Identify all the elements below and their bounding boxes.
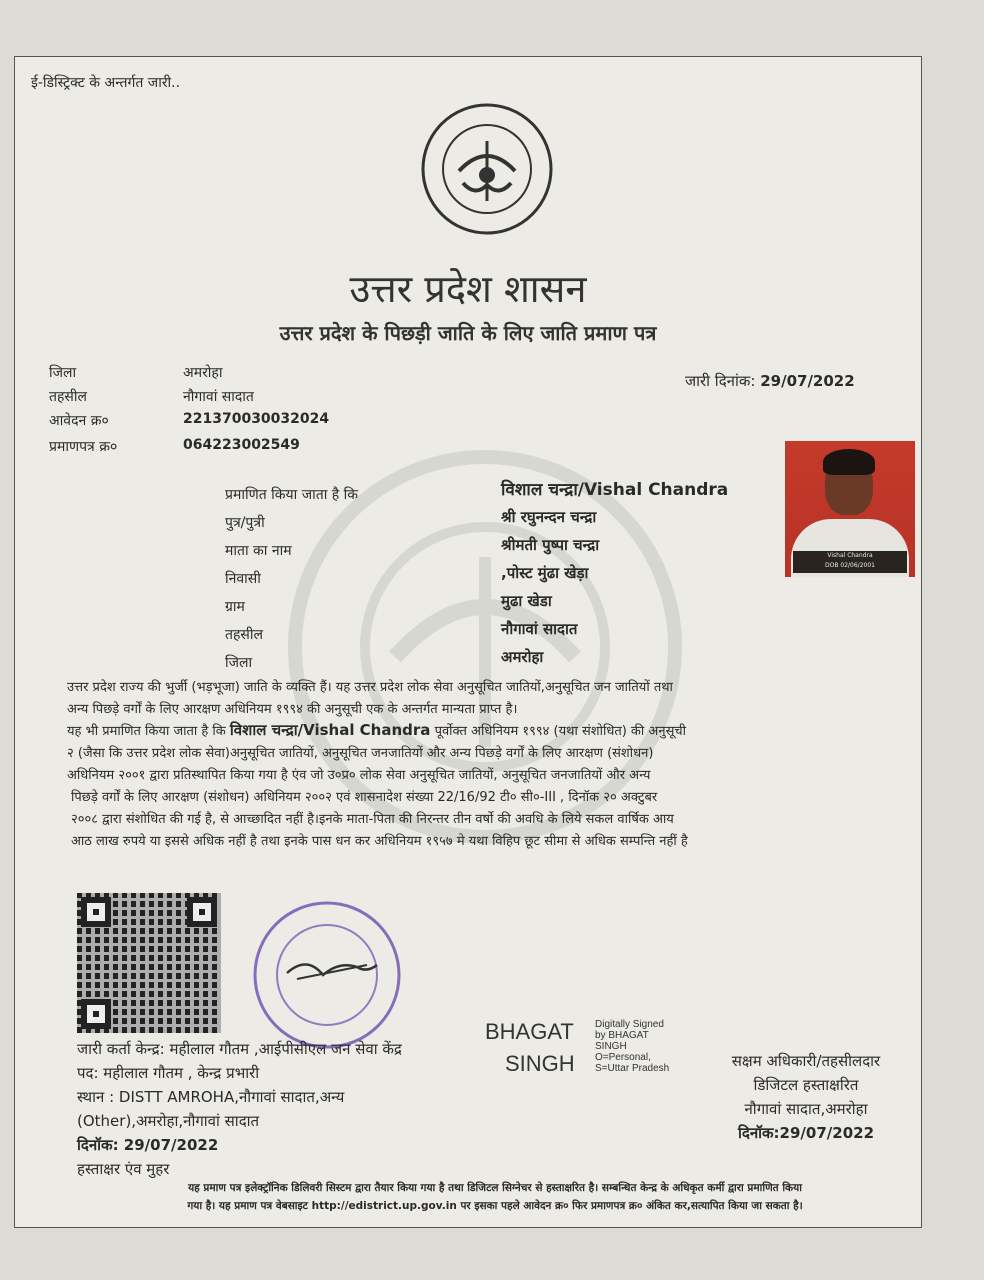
- field-value-father: श्री रघुनन्दन चन्द्रा: [501, 508, 597, 526]
- para-line-7: २००८ द्वारा संशोधित की गई है, से आच्छादित नहीं है।इनके माता-पिता की निरन्तर तीन वर्षो की अवधि के लिये सकल वार्षिक आय: [71, 812, 674, 827]
- qr-finder-bottom-left: [81, 999, 111, 1029]
- authority-title: सक्षम अधिकारी/तहसीलदार: [731, 1052, 881, 1070]
- signer-name-line1: BHAGAT: [485, 1019, 574, 1044]
- para-line-3-name: विशाल चन्द्रा/Vishal Chandra: [229, 721, 431, 739]
- issue-date: [685, 371, 855, 391]
- digital-signature-details: Digitally Signed by BHAGAT SINGH O=Personal, S=Uttar Pradesh: [595, 1019, 670, 1074]
- issuer-designation: पद: महीलाल गौतम , केन्द्र प्रभारी: [77, 1064, 260, 1082]
- field-value-resident: ,पोस्ट मुंढा खेड़ा: [501, 564, 589, 582]
- applicant-photo: [785, 441, 915, 577]
- tehsil-value: नौगावां सादात: [183, 389, 254, 405]
- up-government-emblem: [419, 101, 555, 237]
- district-label: जिला: [49, 365, 77, 381]
- para-line-3c: पूर्वोक्त अधिनियम १९९४ (यथा संशोधित) की अनुसूची: [434, 724, 686, 739]
- certificate-title: उत्तर प्रदेश के पिछड़ी जाति के लिए जाति प्रमाण पत्र: [279, 321, 657, 345]
- qr-finder-top-left: [81, 897, 111, 927]
- photo-hair: [823, 449, 875, 475]
- para-line-5: अधिनियम २००१ द्वारा प्रतिस्थापित किया गया है एंव जो उ०प्र० लोक सेवा अनुसूचित जातियों, अनुसूचित जनजातियों और अन्य: [67, 768, 651, 783]
- field-label-tehsil: तहसील: [225, 627, 263, 643]
- para-line-3a: यह भी प्रमाणित किया जाता है कि: [67, 724, 226, 739]
- footer-note-line1: यह प्रमाण पत्र इलेक्ट्रॉनिक डिलिवरी सिस्टम द्वारा तैयार किया गया है तथा डिजिटल सिग्नेचर से हस्ताक्षरित है। सम्बन्धित केन्द्र के अधिकृत कर्मी द्वारा प्रमाणित किया: [188, 1182, 802, 1194]
- authority-digital-signed: डिजिटल हस्ताक्षरित: [753, 1076, 859, 1094]
- district-value: अमरोहा: [183, 365, 223, 381]
- para-line-1: उत्तर प्रदेश राज्य की भुर्जी (भड़भूजा) जाति के व्यक्ति हैं। यह उत्तर प्रदेश लोक सेवा अनुसूचित जातियों,अनुसूचित जन जातियों तथा: [67, 680, 673, 695]
- field-label-certified: प्रमाणित किया जाता है कि: [225, 487, 359, 503]
- field-value-district: अमरोहा: [501, 648, 544, 666]
- signer-name-line2: SINGH: [505, 1051, 575, 1076]
- authority-place: नौगावां सादात,अमरोहा: [744, 1100, 868, 1118]
- issue-date-label: जारी दिनांक:: [685, 372, 756, 390]
- issuer-place-line1: स्थान : DISTT AMROHA,नौगावां सादात,अन्य: [77, 1088, 345, 1106]
- verification-qr-code[interactable]: [77, 893, 221, 1033]
- para-line-8: आठ लाख रुपये या इससे अधिक नहीं है तथा इनके पास धन कर अधिनियम १९५७ मे यथा विहिप छूट सीमा से अधिक सम्पन्ति नहीं है: [71, 834, 688, 849]
- footer-note-line2: गया है। यह प्रमाण पत्र वेबसाइट http://edistrict.up.gov.in पर इसका पहले आवेदन क्र० फिर प्रमाणपत्र क्र० अंकित कर,सत्यापित किया जा सकता है।: [187, 1200, 803, 1212]
- issuer-place-line2: (Other),अमरोहा,नौगावां सादात: [77, 1112, 260, 1130]
- para-line-3: [67, 719, 917, 743]
- issue-date-value: 29/07/2022: [760, 372, 855, 390]
- issuer-date: दिनॉक: 29/07/2022: [77, 1136, 219, 1154]
- application-no-value: 221370030032024: [183, 411, 330, 427]
- government-title: उत्तर प्रदेश शासन: [349, 267, 587, 311]
- field-label-village: ग्राम: [225, 599, 245, 615]
- para-line-4: २ (जैसा कि उत्तर प्रदेश लोक सेवा)अनुसूचित जातियों, अनुसूचित जनजातियों और अन्य पिछड़े वर्गों के लिए आरक्षण (संशोधन): [67, 746, 654, 761]
- field-value-village: मुढा खेडा: [501, 592, 552, 610]
- authority-date: दिनॉक:29/07/2022: [737, 1124, 875, 1142]
- official-stamp: [247, 895, 407, 1055]
- para-line-2: अन्य पिछड़े वर्गों के लिए आरक्षण अधिनियम १९९४ की अनुसूची एक के अन्तर्गत मान्यता प्राप्त है।: [67, 702, 518, 717]
- certificate-paper: [14, 56, 922, 1228]
- sign-and-seal-label: हस्ताक्षर एंव मुहर: [77, 1160, 170, 1178]
- header-note: ई-डिस्ट्रिक्ट के अन्तर्गत जारी..: [31, 75, 181, 91]
- application-no-label: आवेदन क्र०: [49, 413, 109, 429]
- field-label-son-of: पुत्र/पुत्री: [225, 515, 265, 531]
- para-line-6: पिछड़े वर्गों के लिए आरक्षण (संशोधन) अधिनियम २००२ एवं शासनादेश संख्या 22/16/92 टी० सी०-III , दिनॉक २० अक्टुबर: [71, 790, 658, 805]
- photo-caption-name: Vishal Chandra: [827, 552, 873, 559]
- certificate-no-label: प्रमाणपत्र क्र०: [49, 439, 118, 455]
- field-value-name: विशाल चन्द्रा/Vishal Chandra: [501, 480, 729, 500]
- certificate-no-value: 064223002549: [183, 437, 300, 453]
- field-label-resident: निवासी: [225, 571, 261, 587]
- field-label-district: जिला: [225, 655, 253, 671]
- photo-caption-dob: DOB 02/06/2001: [825, 562, 875, 569]
- photo-caption: [793, 551, 907, 573]
- tehsil-label: तहसील: [49, 389, 87, 405]
- field-label-mother: माता का नाम: [225, 543, 292, 559]
- issuing-centre: जारी कर्ता केन्द्र: महीलाल गौतम ,आईपीसीएल जन सेवा केंद्र: [77, 1040, 402, 1058]
- qr-finder-top-right: [187, 897, 217, 927]
- field-value-tehsil: नौगावां सादात: [501, 620, 578, 638]
- field-value-mother: श्रीमती पुष्पा चन्द्रा: [501, 536, 600, 554]
